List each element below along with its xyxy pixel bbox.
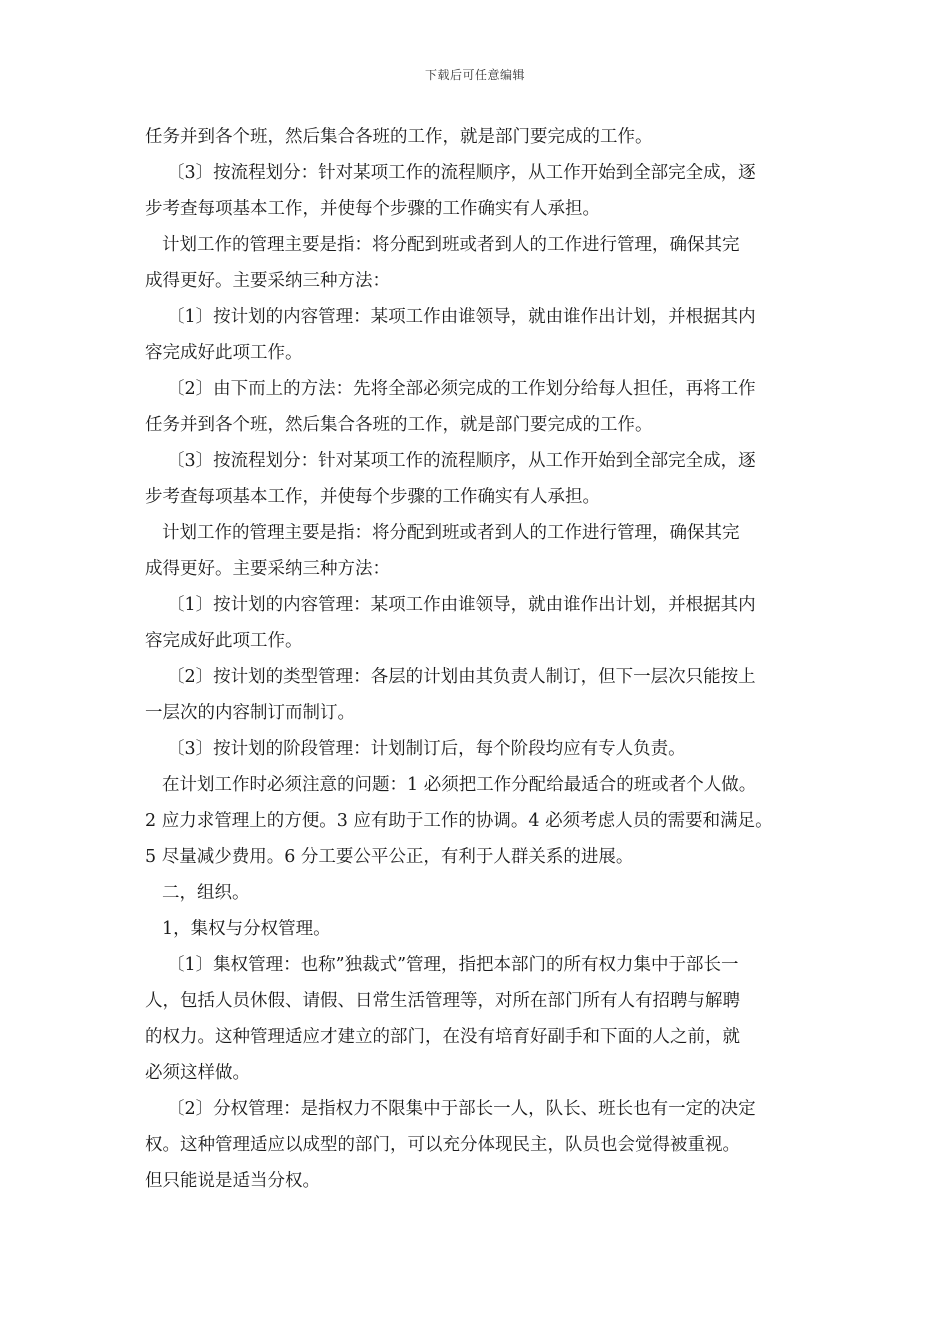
text-line: 权。这种管理适应以成型的部门，可以充分体现民主，队员也会觉得被重视。	[145, 1135, 740, 1155]
text-line: 2 应力求管理上的方便。3 应有助于工作的协调。4 必须考虑人员的需要和满足。	[145, 811, 773, 831]
text-line: 〔3〕按流程划分：针对某项工作的流程顺序，从工作开始到全部完全成，逐	[167, 163, 756, 183]
text-line: 但只能说是适当分权。	[145, 1171, 320, 1191]
page-header: 下载后可任意编辑	[424, 68, 525, 82]
text-line: 〔2〕由下而上的方法：先将全部必须完成的工作划分给每人担任，再将工作	[167, 379, 756, 399]
text-line: 在计划工作时必须注意的问题：1 必须把工作分配给最适合的班或者个人做。	[162, 775, 757, 795]
text-line: 任务并到各个班，然后集合各班的工作，就是部门要完成的工作。	[145, 127, 653, 147]
text-line: 〔3〕按计划的阶段管理：计划制订后，每个阶段均应有专人负责。	[167, 739, 686, 759]
text-line: 〔1〕按计划的内容管理：某项工作由谁领导，就由谁作出计划，并根据其内	[167, 307, 756, 327]
text-line: 〔2〕按计划的类型管理：各层的计划由其负责人制订，但下一层次只能按上	[167, 667, 756, 687]
text-line: 任务并到各个班，然后集合各班的工作，就是部门要完成的工作。	[145, 415, 653, 435]
text-line: 二，组织。	[162, 883, 250, 903]
text-line: 成得更好。主要采纳三种方法：	[145, 559, 390, 579]
text-line: 步考查每项基本工作，并使每个步骤的工作确实有人承担。	[145, 487, 600, 507]
text-line: 人，包括人员休假、请假、日常生活管理等，对所在部门所有人有招聘与解聘	[145, 991, 740, 1011]
text-line: 计划工作的管理主要是指：将分配到班或者到人的工作进行管理，确保其完	[162, 523, 740, 543]
document-body	[145, 119, 810, 1199]
text-line: 1，集权与分权管理。	[162, 919, 331, 939]
text-line: 一层次的内容制订而制订。	[145, 703, 355, 723]
text-line: 容完成好此项工作。	[145, 631, 303, 651]
text-line: 容完成好此项工作。	[145, 343, 303, 363]
text-line: 的权力。这种管理适应才建立的部门，在没有培育好副手和下面的人之前，就	[145, 1027, 740, 1047]
text-line: 〔1〕按计划的内容管理：某项工作由谁领导，就由谁作出计划，并根据其内	[167, 595, 756, 615]
text-line: 成得更好。主要采纳三种方法：	[145, 271, 390, 291]
text-line: 〔3〕按流程划分：针对某项工作的流程顺序，从工作开始到全部完全成，逐	[167, 451, 756, 471]
text-line: 计划工作的管理主要是指：将分配到班或者到人的工作进行管理，确保其完	[162, 235, 740, 255]
text-line: 〔2〕分权管理：是指权力不限集中于部长一人，队长、班长也有一定的决定	[167, 1099, 756, 1119]
text-line: 5 尽量减少费用。6 分工要公平公正，有利于人群关系的进展。	[145, 847, 634, 867]
text-line: 步考查每项基本工作，并使每个步骤的工作确实有人承担。	[145, 199, 600, 219]
text-line: 〔1〕集权管理：也称”独裁式”管理，指把本部门的所有权力集中于部长一	[167, 955, 739, 975]
text-line: 必须这样做。	[145, 1063, 250, 1083]
